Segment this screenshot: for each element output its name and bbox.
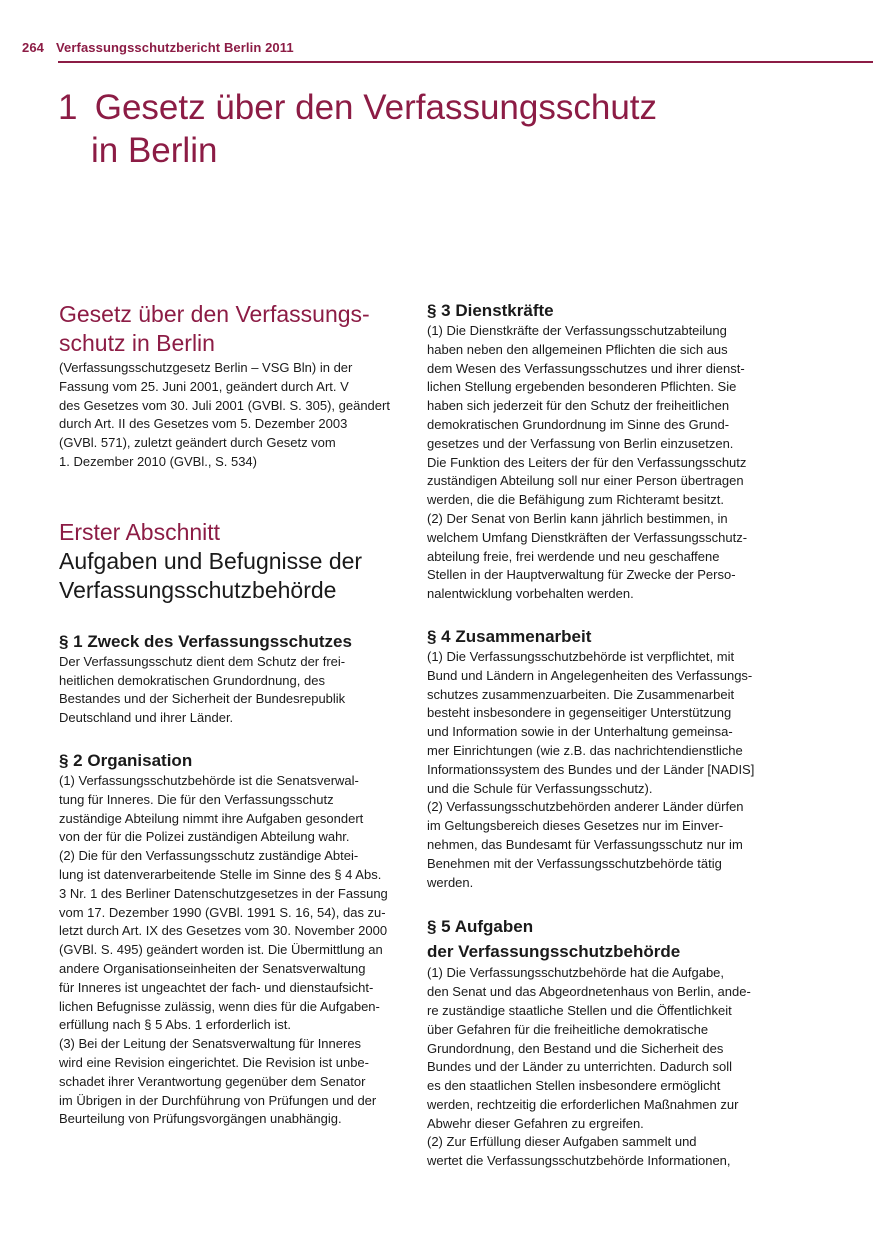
text-line: heitlichen demokratischen Grundordnung, des [59, 672, 325, 688]
preamble-line: 1. Dezember 2010 (GVBl., S. 534) [59, 453, 257, 469]
chapter-number: 1 [58, 88, 78, 127]
text-line: im Geltungsbereich dieses Gesetzes nur im Einver- [427, 818, 724, 834]
text-line: mer Einrichtungen (wie z.B. das nachrichtendienstliche [427, 742, 743, 758]
paragraph-3 [427, 300, 769, 604]
text-line: lichen Stellung ergebenden besonderen Pflichten. Sie [427, 379, 737, 395]
text-line: wird eine Revision eingerichtet. Die Revision ist unbe- [59, 1054, 369, 1070]
text-line: Benehmen mit der Verfassungsschutzbehörde tätig [427, 855, 722, 871]
header-rule [58, 61, 873, 63]
text-line: gesetzes und der Verfassung von Berlin einzusetzen. [427, 435, 734, 451]
law-title [59, 300, 401, 358]
text-line: Grundordnung, den Bestand und die Sicherheit des [427, 1040, 724, 1056]
text-line: zuständigen Abteilung soll nur einer Person übertragen [427, 473, 744, 489]
text-line: (2) Der Senat von Berlin kann jährlich bestimmen, in [427, 510, 728, 526]
text-line: dem Wesen des Verfassungsschutzes und ihrer dienst- [427, 360, 745, 376]
paragraph-2 [59, 750, 401, 1129]
text-line: letzt durch Art. IX des Gesetzes vom 30. November 2000 [59, 923, 388, 939]
text-line: Beurteilung von Prüfungsvorgängen unabhängig. [59, 1111, 342, 1127]
section-label: Erster Abschnitt [59, 518, 221, 545]
law-title-line1: Gesetz über den Verfassungs- [59, 301, 370, 327]
text-line: nalentwicklung vorbehalten werden. [427, 586, 634, 602]
text-line: werden, rechtzeitig die erforderlichen Maßnahmen zur [427, 1096, 739, 1112]
text-line: haben sich jederzeit für den Schutz der freiheitlichen [427, 398, 730, 414]
paragraph-5 [427, 914, 769, 1171]
text-line: Stellen in der Hauptverwaltung für Zwecke der Perso- [427, 567, 736, 583]
preamble-line: Fassung vom 25. Juni 2001, geändert durch Art. V [59, 378, 349, 394]
text-line: für Inneres ist ungeachtet der fach- und dienstaufsicht- [59, 979, 374, 995]
preamble-line: (GVBl. 571), zuletzt geändert durch Gesetz vom [59, 435, 336, 451]
text-line: besteht insbesondere in gegenseitiger Unterstützung [427, 705, 732, 721]
text-line: (1) Die Verfassungsschutzbehörde ist verpflichtet, mit [427, 648, 735, 664]
left-column [59, 300, 401, 1129]
text-line: und die Schule für Verfassungsschutz). [427, 780, 653, 796]
paragraph-heading: § 3 Dienstkräfte [427, 301, 554, 320]
right-column [427, 300, 769, 1171]
text-line: demokratischen Grundordnung im Sinne des Grund- [427, 416, 730, 432]
preamble-line: des Gesetzes vom 30. Juli 2001 (GVBl. S. 305), geändert [59, 397, 390, 413]
text-line: lung ist datenverarbeitende Stelle im Sinne des § 4 Abs. [59, 866, 382, 882]
page-number: 264 [22, 40, 44, 55]
text-line: erfüllung nach § 5 Abs. 1 erforderlich ist. [59, 1017, 291, 1033]
law-preamble [59, 359, 401, 472]
text-line: (1) Die Verfassungsschutzbehörde hat die Aufgabe, [427, 965, 725, 981]
paragraph-1 [59, 631, 401, 728]
text-line: re zuständige staatliche Stellen und die Öffentlichkeit [427, 1002, 732, 1018]
text-line: haben neben den allgemeinen Pflichten die sich aus [427, 341, 728, 357]
text-line: (1) Die Dienstkräfte der Verfassungsschutzabteilung [427, 323, 727, 338]
section-title-line1: Aufgaben und Befugnisse der [59, 547, 363, 574]
text-line: und Information sowie in der Unterhaltung gemeinsa- [427, 724, 733, 740]
text-line: (GVBl. S. 495) geändert worden ist. Die Übermittlung an [59, 942, 383, 958]
text-line: andere Organisationseinheiten der Senatsverwaltung [59, 960, 366, 976]
text-line: Der Verfassungsschutz dient dem Schutz der frei- [59, 653, 346, 669]
text-line: lichen Befugnisse zulässig, wenn dies für die Aufgaben- [59, 998, 380, 1014]
section-heading [59, 518, 401, 605]
text-line: zuständige Abteilung nimmt ihre Aufgaben gesondert [59, 810, 364, 826]
text-line: es den staatlichen Stellen insbesondere ermöglicht [427, 1078, 721, 1094]
text-line: über Gefahren für die freiheitliche demokratische [427, 1021, 709, 1037]
section-title-line2: Verfassungsschutzbehörde [59, 576, 337, 603]
text-line: 3 Nr. 1 des Berliner Datenschutzgesetzes in der Fassung [59, 885, 388, 901]
text-line: Bestandes und der Sicherheit der Bundesrepublik [59, 691, 346, 707]
text-line: werden. [427, 874, 474, 890]
running-header [22, 40, 294, 55]
text-line: welchem Umfang Dienstkräften der Verfassungsschutz- [427, 529, 748, 545]
paragraph-4 [427, 626, 769, 892]
text-line: werden, die die Befähigung zum Richteramt besitzt. [427, 492, 724, 508]
paragraph-heading: § 4 Zusammenarbeit [427, 626, 592, 646]
preamble-line: durch Art. II des Gesetzes vom 5. Dezember 2003 [59, 416, 348, 432]
law-title-line2: schutz in Berlin [59, 330, 215, 356]
paragraph-heading: § 1 Zweck des Verfassungsschutzes [59, 631, 352, 651]
text-line: den Senat und das Abgeordnetenhaus von Berlin, ande- [427, 984, 751, 1000]
text-line: abteilung freie, frei werdende und neu geschaffene [427, 548, 720, 564]
paragraph-heading-line1: § 5 Aufgaben [427, 917, 534, 937]
text-line: (2) Die für den Verfassungsschutz zuständige Abtei- [59, 848, 359, 864]
text-line: (3) Bei der Leitung der Senatsverwaltung für Inneres [59, 1036, 362, 1052]
text-line: (1) Verfassungsschutzbehörde ist die Senatsverwal- [59, 772, 359, 788]
text-line: Bund und Ländern in Angelegenheiten des Verfassungs- [427, 667, 753, 683]
chapter-title-line1: Gesetz über den Verfassungsschutz [94, 88, 658, 127]
text-line: Abwehr dieser Gefahren zu ergreifen. [427, 1115, 644, 1131]
text-line: Deutschland und ihrer Länder. [59, 710, 234, 726]
text-line: Bundes und der Länder zu unterrichten. Dadurch soll [427, 1059, 732, 1075]
text-line: Die Funktion des Leiters der für den Verfassungsschutz [427, 454, 747, 470]
text-line: wertet die Verfassungsschutzbehörde Informationen, [427, 1153, 731, 1169]
preamble-line: (Verfassungsschutzgesetz Berlin – VSG Bln) in der [59, 360, 353, 375]
text-line: nehmen, das Bundesamt für Verfassungsschutz nur im [427, 836, 743, 852]
chapter-title [58, 86, 758, 172]
text-line: Informationssystem des Bundes und der Länder [NADIS] [427, 761, 755, 777]
text-line: schadet ihrer Verantwortung gegenüber dem Senator [59, 1073, 366, 1089]
paragraph-heading-line2: der Verfassungsschutzbehörde [427, 942, 681, 962]
text-line: (2) Zur Erfüllung dieser Aufgaben sammelt und [427, 1134, 697, 1150]
text-line: von der für die Polizei zuständigen Abteilung wahr. [59, 829, 350, 845]
running-title: Verfassungsschutzbericht Berlin 2011 [56, 40, 294, 55]
text-line: (2) Verfassungsschutzbehörden anderer Länder dürfen [427, 799, 744, 815]
text-line: im Übrigen in der Durchführung von Prüfungen und der [59, 1092, 377, 1108]
text-line: tung für Inneres. Die für den Verfassungsschutz [59, 791, 334, 807]
text-line: schutzes zusammenzuarbeiten. Die Zusammenarbeit [427, 686, 735, 702]
chapter-title-line2: in Berlin [91, 131, 218, 170]
paragraph-heading: § 2 Organisation [59, 750, 193, 770]
text-line: vom 17. Dezember 1990 (GVBl. 1991 S. 16, 54), das zu- [59, 904, 386, 920]
